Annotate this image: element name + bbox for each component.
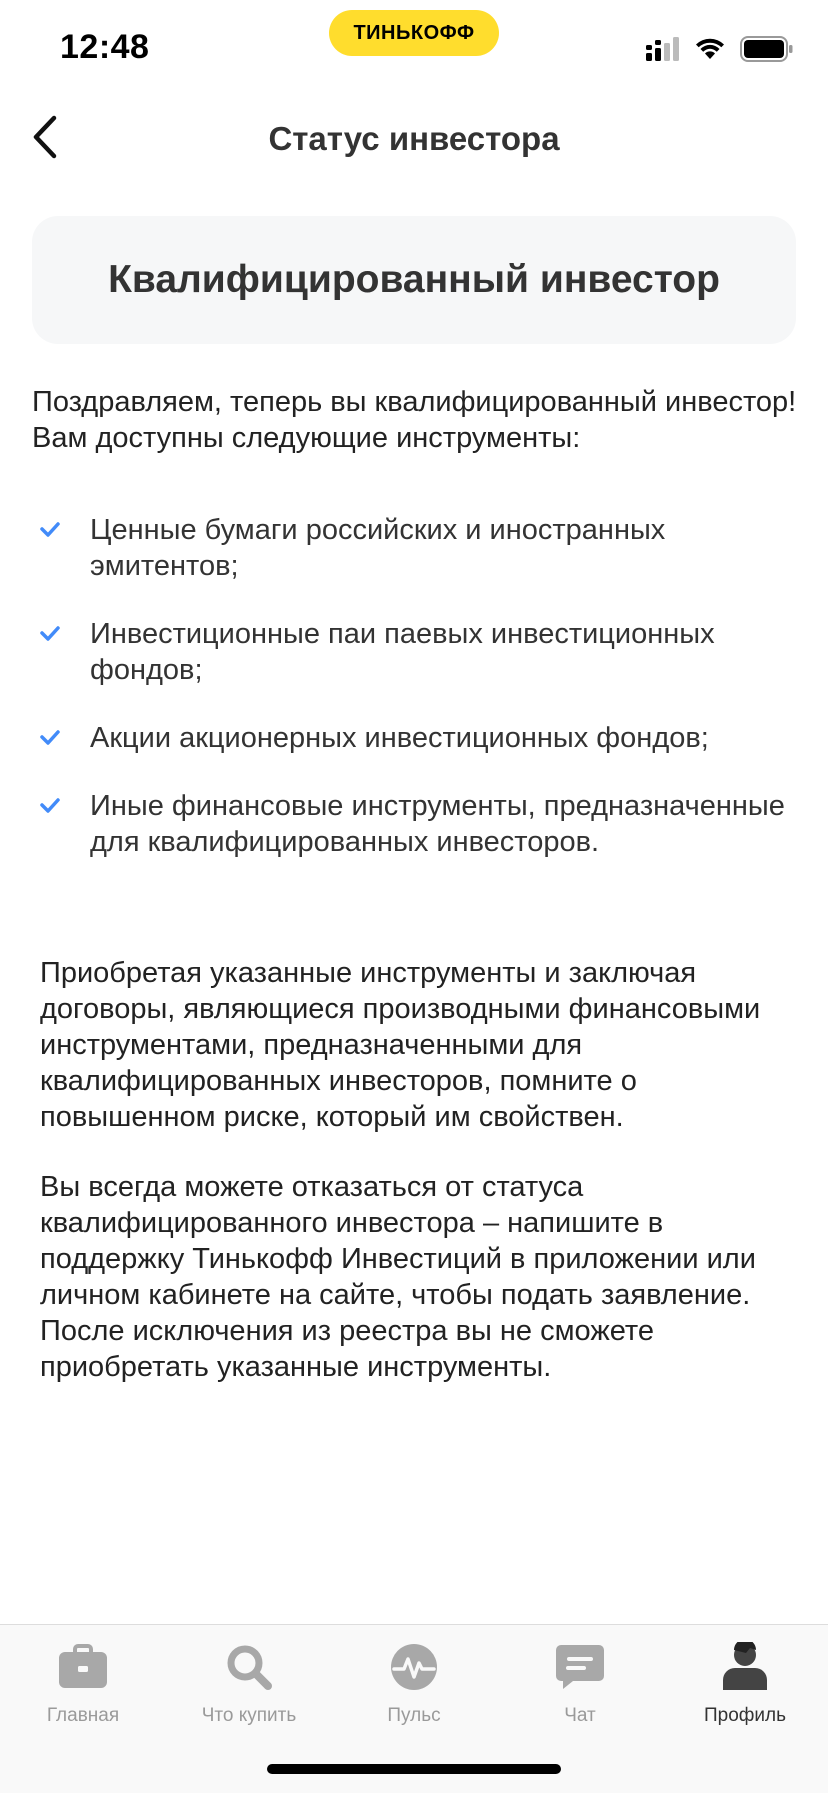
wifi-icon — [694, 37, 726, 66]
nav-bar — [0, 100, 828, 180]
tab-home[interactable] — [0, 1641, 166, 1741]
list-item — [32, 788, 802, 860]
tab-what-to-buy[interactable] — [166, 1641, 332, 1741]
pulse-icon — [388, 1641, 440, 1693]
status-bar — [0, 0, 828, 100]
list-item-text: Ценные бумаги российских и иностранных эмитентов; — [90, 514, 666, 582]
tab-label: Пульс — [387, 1705, 441, 1726]
investor-status-title: Квалифицированный инвестор — [108, 258, 720, 301]
home-indicator — [267, 1764, 561, 1774]
chat-icon — [554, 1641, 606, 1693]
cellular-signal-icon — [646, 37, 680, 66]
tab-label: Что купить — [201, 1705, 297, 1726]
status-icons — [646, 36, 794, 67]
status-time: 12:48 — [60, 28, 150, 66]
checkmark-icon — [38, 622, 62, 646]
search-icon — [223, 1641, 275, 1693]
checkmark-icon — [38, 726, 62, 750]
checkmark-icon — [38, 794, 62, 818]
instruments-list — [32, 512, 802, 892]
profile-icon — [719, 1641, 771, 1693]
intro-text: Поздравляем, теперь вы квалифицированный инвестор! Вам доступны следующие инструменты: — [32, 386, 797, 454]
tab-profile[interactable] — [662, 1641, 828, 1741]
list-item-text: Акции акционерных инвестиционных фондов; — [90, 722, 709, 754]
list-item-text: Иные финансовые инструменты, предназначенные для квалифицированных инвесторов. — [90, 790, 785, 858]
list-item — [32, 512, 802, 584]
briefcase-icon — [57, 1641, 109, 1693]
brand-logo: ТИНЬКОФФ — [329, 10, 499, 56]
page-title: Статус инвестора — [268, 120, 560, 157]
tab-label: Чат — [564, 1705, 596, 1726]
list-item-text: Инвестиционные паи паевых инвестиционных фондов; — [90, 618, 715, 686]
opt-out-note: Вы всегда можете отказаться от статуса квалифицированного инвестора – напишите в поддержку Тинькофф Инвестиций в приложении или личном кабинете на сайте, чтобы подать заявление. После исключения из реестра вы не сможете приобретать указанные инструменты. — [40, 1171, 756, 1383]
list-item — [32, 616, 802, 688]
investor-status-card — [32, 216, 796, 344]
tab-label: Главная — [46, 1705, 120, 1726]
risk-note: Приобретая указанные инструменты и заключая договоры, являющиеся производными финансовыми инструментами, предназначенными для квалифицированных инвесторов, помните о повышенном риске, который им свойствен. — [40, 957, 761, 1133]
battery-icon — [740, 36, 794, 67]
checkmark-icon — [38, 518, 62, 542]
tab-pulse[interactable] — [331, 1641, 497, 1741]
list-item — [32, 720, 802, 756]
tab-label: Профиль — [703, 1705, 787, 1726]
tab-chat[interactable] — [497, 1641, 663, 1741]
